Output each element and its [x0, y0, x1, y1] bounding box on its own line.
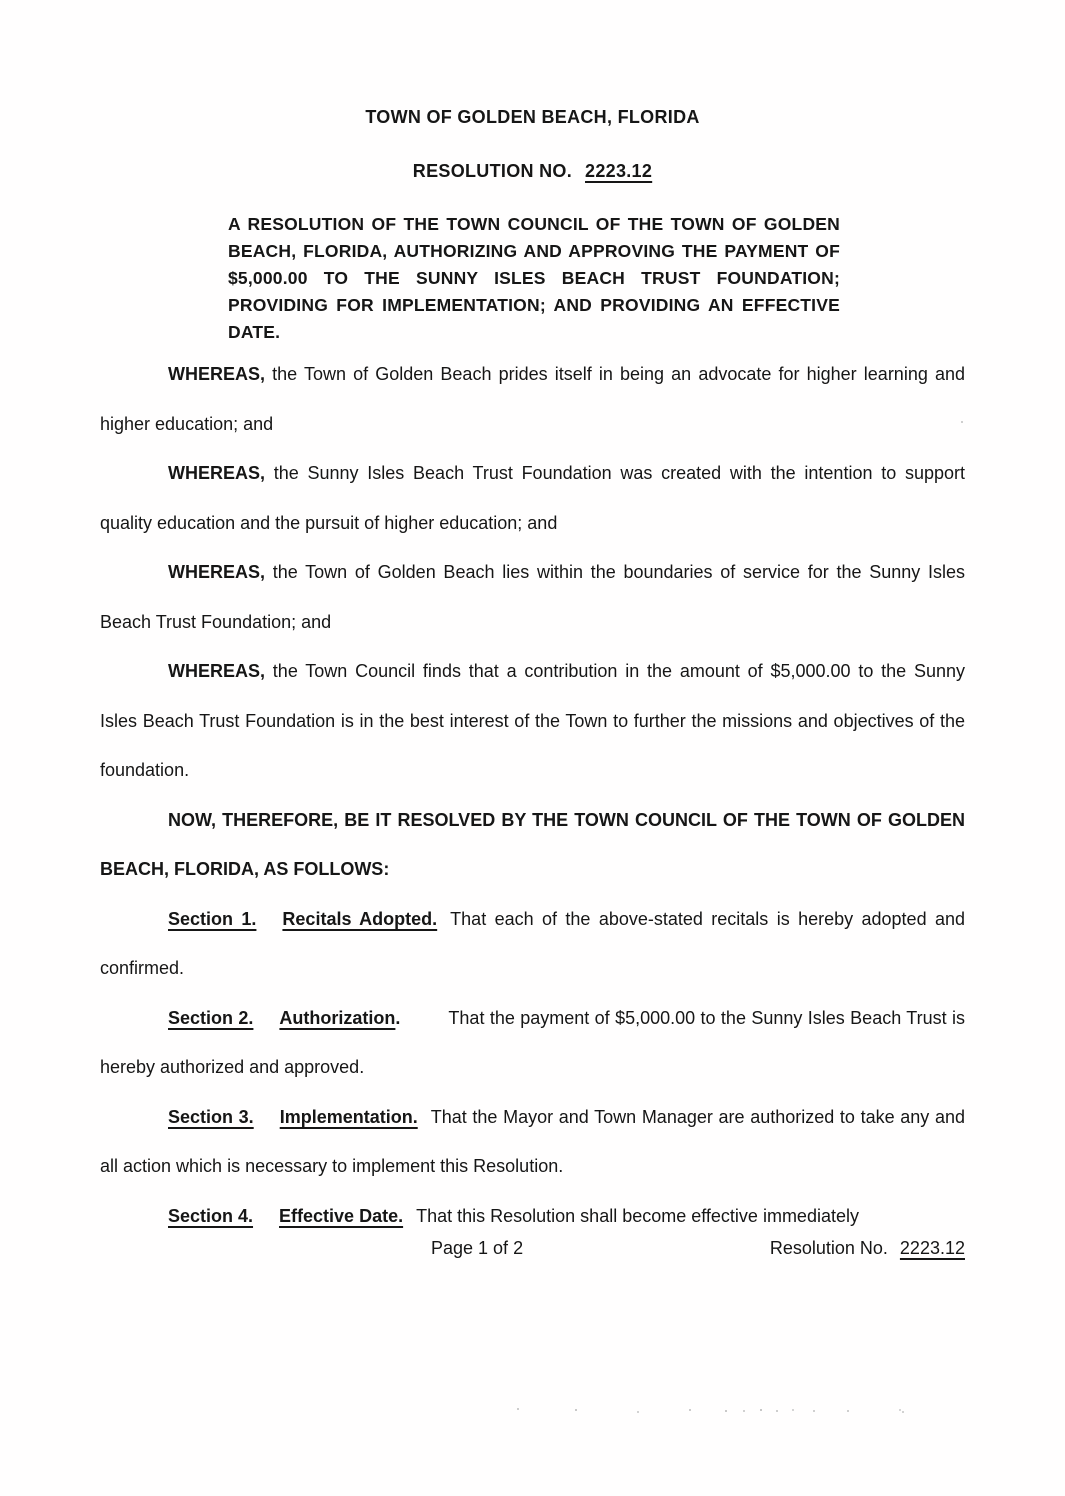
- section-heading-1: Recitals Adopted.: [282, 908, 438, 929]
- footer-resolution-reference: [770, 1238, 965, 1259]
- section-heading-4: Effective Date.: [279, 1205, 404, 1226]
- section-number-4: Section 4.: [168, 1205, 254, 1226]
- section-number-3: Section 3.: [168, 1106, 254, 1127]
- page-footer: [100, 1238, 965, 1262]
- section-text-4: That this Resolution shall become effective immediately: [416, 1205, 859, 1226]
- section-heading-3: Implementation.: [279, 1106, 418, 1127]
- resolved-clause: NOW, THEREFORE, BE IT RESOLVED BY THE TOWN COUNCIL OF THE TOWN OF GOLDEN BEACH, FLORIDA, AS FOLLOWS:: [100, 809, 965, 879]
- whereas-lead-4: WHEREAS,: [168, 661, 266, 681]
- section-paragraph-2: [100, 994, 965, 1093]
- resolution-summary: A RESOLUTION OF THE TOWN COUNCIL OF THE TOWN OF GOLDEN BEACH, FLORIDA, AUTHORIZING AND APPROVING THE PAYMENT OF $5,000.00 TO THE SUNNY ISLES BEACH TRUST FOUNDATION; PROVIDING FOR IMPLEMENTATION; AND PROVIDING AN EFFECTIVE DATE.: [228, 214, 840, 342]
- section-heading-2: Authorization: [279, 1007, 396, 1028]
- footer-resolution-label: Resolution No.: [769, 1238, 888, 1258]
- whereas-lead-1: WHEREAS,: [168, 364, 266, 384]
- whereas-lead-3: WHEREAS,: [168, 562, 266, 582]
- whereas-paragraph-4: [100, 647, 965, 796]
- section-number-2: Section 2.: [168, 1007, 254, 1028]
- whereas-paragraph-3: [100, 548, 965, 647]
- whereas-lead-2: WHEREAS,: [168, 463, 266, 483]
- whereas-paragraph-2: [100, 449, 965, 548]
- scan-noise-dots: [517, 1408, 519, 1410]
- resolution-number-label: RESOLUTION NO.: [412, 161, 573, 181]
- whereas-text-4: the Town Council finds that a contribution in the amount of $5,000.00 to the Sunny Isles Beach Trust Foundation is in the best interest of the Town to further the missions and objectives of the foundation.: [100, 661, 965, 780]
- resolution-number-value: 2223.12: [585, 161, 653, 181]
- document-body: [100, 350, 965, 1241]
- scan-speck: [961, 421, 963, 423]
- document-content: [100, 0, 965, 1241]
- whereas-text-2: the Sunny Isles Beach Trust Foundation was created with the intention to support quality education and the pursuit of higher education; and: [100, 463, 965, 533]
- section-number-1: Section 1.: [168, 908, 257, 929]
- resolution-number-line: [100, 161, 965, 182]
- footer-resolution-number: 2223.12: [899, 1238, 965, 1258]
- section-paragraph-1: [100, 895, 965, 994]
- section-heading-tail-2: .: [395, 1007, 401, 1028]
- section-text-2: That the payment of $5,000.00 to the Sunny Isles Beach Trust is hereby authorized and approved.: [100, 1007, 965, 1077]
- document-title: TOWN OF GOLDEN BEACH, FLORIDA: [365, 107, 700, 127]
- page-indicator: Page 1 of 2: [431, 1238, 524, 1258]
- whereas-text-1: the Town of Golden Beach prides itself in being an advocate for higher learning and higher education; and: [100, 364, 965, 434]
- section-text-3: That the Mayor and Town Manager are authorized to take any and all action which is necessary to implement this Resolution.: [100, 1106, 966, 1176]
- whereas-paragraph-1: [100, 350, 965, 449]
- section-paragraph-4: [100, 1192, 965, 1242]
- section-text-1: That each of the above-stated recitals is hereby adopted and confirmed.: [100, 908, 965, 978]
- whereas-text-3: the Town of Golden Beach lies within the boundaries of service for the Sunny Isles Beach Trust Foundation; and: [100, 562, 965, 632]
- section-paragraph-3: [100, 1093, 965, 1192]
